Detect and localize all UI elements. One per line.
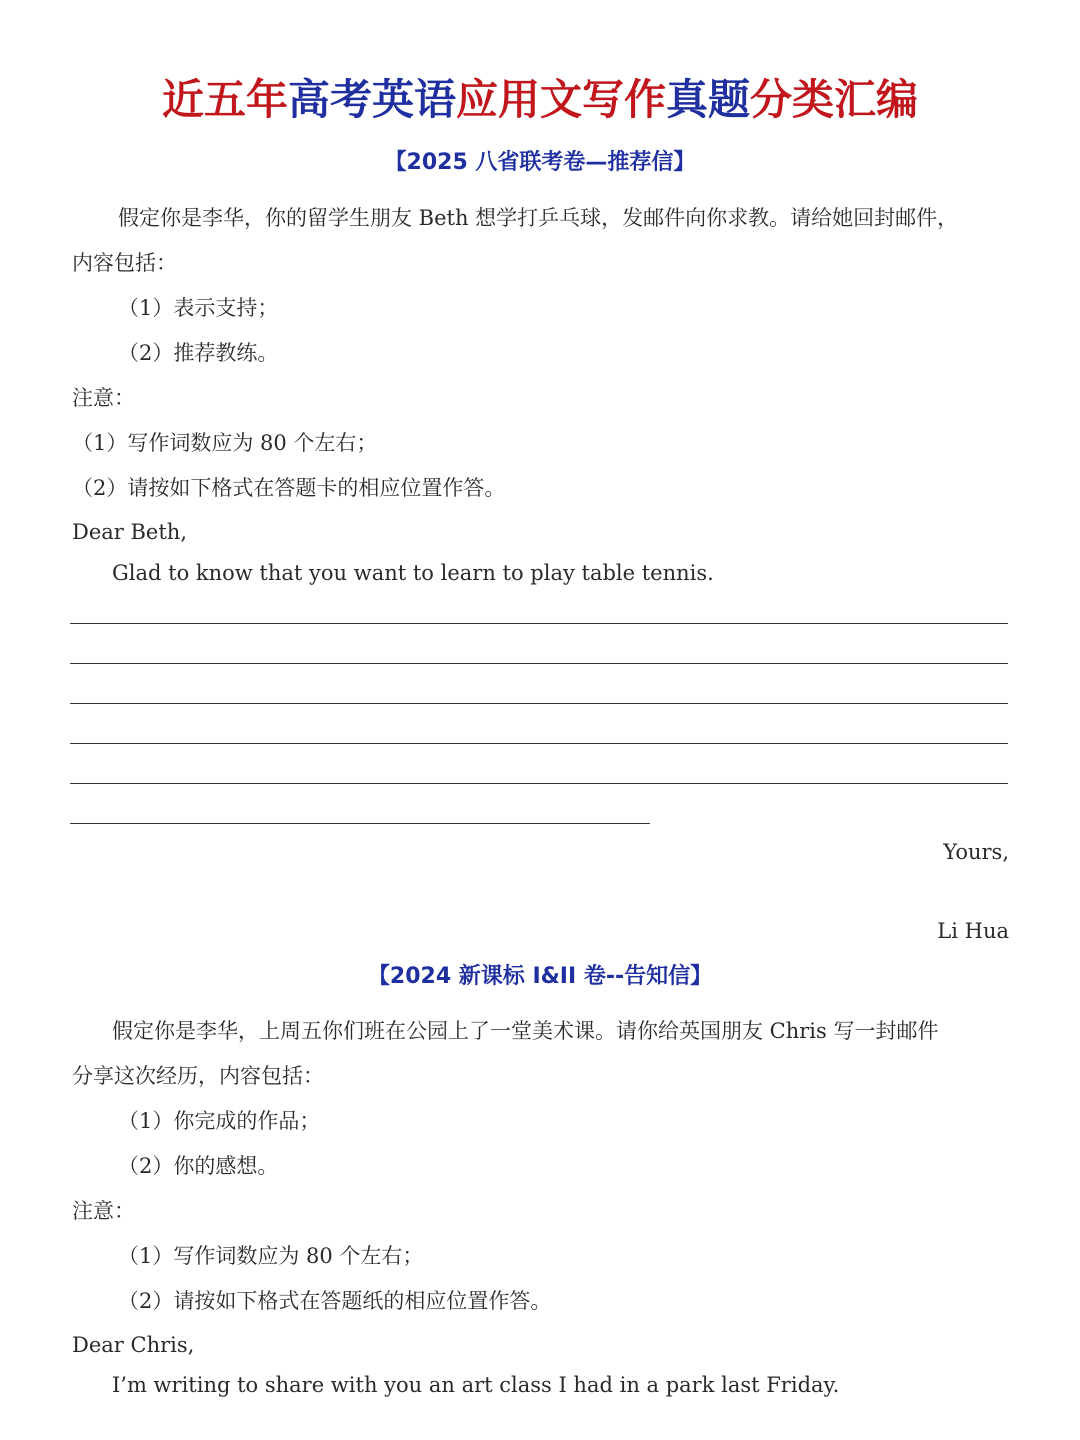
title-part: 近五年 bbox=[161, 75, 288, 124]
content-item: （1）你完成的作品； bbox=[118, 1109, 321, 1133]
title-part: 真题 bbox=[666, 75, 751, 124]
content-item: （2）推荐教练。 bbox=[118, 341, 279, 365]
content-item: （2）你的感想。 bbox=[118, 1154, 279, 1178]
note-label: 注意： bbox=[72, 386, 135, 410]
letter-opening: Glad to know that you want to learn to play table tennis. bbox=[112, 561, 714, 585]
letter-greeting: Dear Beth, bbox=[72, 520, 187, 544]
letter-greeting: Dear Chris, bbox=[72, 1333, 195, 1357]
prompt-text: 分享这次经历，内容包括： bbox=[72, 1064, 324, 1088]
note-item: （2）请按如下格式在答题卡的相应位置作答。 bbox=[72, 476, 506, 500]
writing-line bbox=[70, 703, 1008, 704]
writing-line bbox=[70, 663, 1008, 664]
content-item: （1）表示支持； bbox=[118, 296, 279, 320]
letter-closing: Yours, bbox=[943, 840, 1009, 864]
note-item: （2）请按如下格式在答题纸的相应位置作答。 bbox=[118, 1289, 552, 1313]
writing-line bbox=[70, 823, 650, 824]
letter-signature: Li Hua bbox=[937, 919, 1009, 943]
note-item: （1）写作词数应为 80 个左右； bbox=[72, 431, 378, 455]
writing-line bbox=[70, 783, 1008, 784]
document-title bbox=[0, 70, 1080, 130]
section-heading: 【2024 新课标 I&II 卷--告知信】 bbox=[367, 964, 713, 989]
title-part: 分类汇编 bbox=[750, 75, 919, 124]
title-part: 应用文写作 bbox=[455, 75, 666, 124]
prompt-text: 假定你是李华，你的留学生朋友 Beth 想学打乒乓球，发邮件向你求教。请给她回封邮件， bbox=[118, 206, 959, 230]
prompt-text: 假定你是李华，上周五你们班在公园上了一堂美术课。请你给英国朋友 Chris 写一封邮件 bbox=[112, 1019, 939, 1043]
note-item: （1）写作词数应为 80 个左右； bbox=[118, 1244, 424, 1268]
prompt-text: 内容包括： bbox=[72, 251, 177, 275]
note-label: 注意： bbox=[72, 1199, 135, 1223]
letter-opening: I’m writing to share with you an art class I had in a park last Friday. bbox=[112, 1373, 840, 1397]
title-part: 高考英语 bbox=[287, 75, 456, 124]
writing-line bbox=[70, 623, 1008, 624]
writing-line bbox=[70, 743, 1008, 744]
section-heading: 【2025 八省联考卷—推荐信】 bbox=[384, 150, 696, 175]
